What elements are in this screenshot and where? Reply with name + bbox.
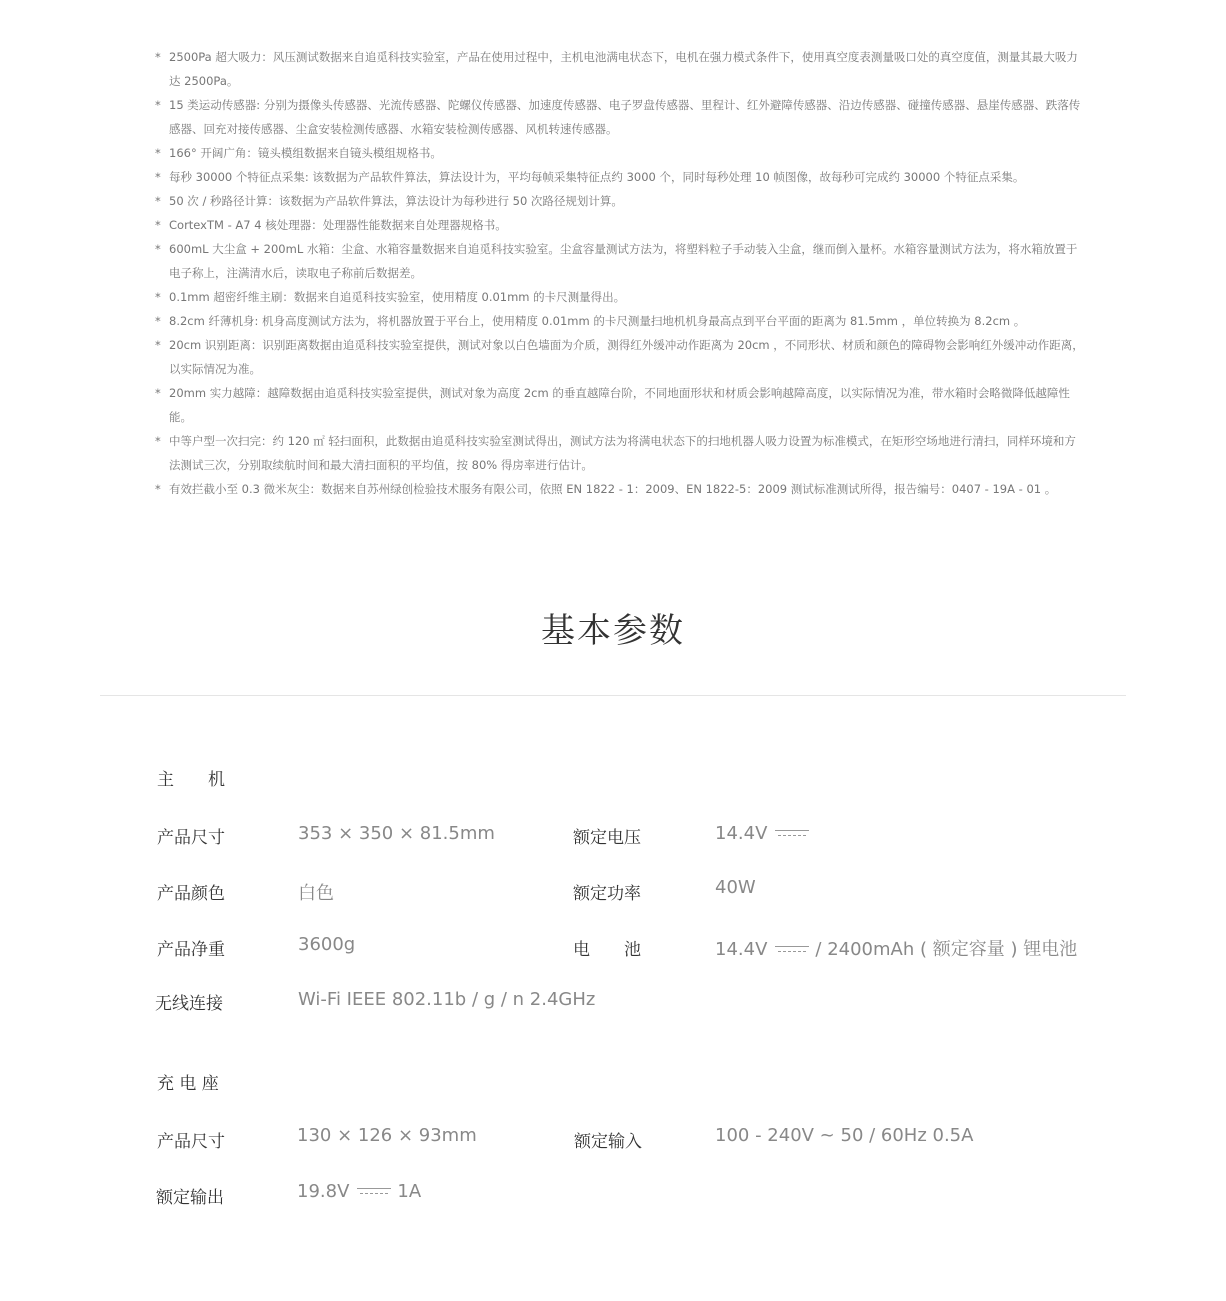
host-color-label: 产品颜色 [157,884,225,904]
footnote-list [155,45,1085,501]
divider [100,695,1126,696]
host-size-label: 产品尺寸 [157,828,225,848]
dc-current-icon [357,1187,391,1197]
footnote-item: * 20mm 实力越障：越障数据由追觅科技实验室提供，测试对象为高度 2cm 的垂直越障台阶，不同地面形状和材质会影响越障高度，以实际情况为准，带水箱时会略微降低越障性能。 [155,386,1070,424]
host-weight-label: 产品净重 [157,940,225,960]
host-voltage-label: 额定电压 [573,828,641,848]
host-battery-label: 电 池 [573,940,641,960]
host-power-value: 40W [715,877,756,898]
footnote-item: * 166° 开阔广角：镜头模组数据来自镜头模组规格书。 [155,146,442,160]
page-title: 基本参数 [541,611,685,651]
host-color-value: 白色 [298,883,334,904]
dc-current-icon [775,945,809,955]
dock-heading: 充 电 座 [157,1074,219,1094]
dock-input-label: 额定输入 [574,1132,642,1152]
dock-size-value: 130 × 126 × 93mm [297,1125,477,1146]
host-power-label: 额定功率 [573,884,641,904]
dock-input-value: 100 - 240V ~ 50 / 60Hz 0.5A [715,1125,974,1146]
dock-output-label: 额定输出 [156,1188,224,1208]
footnote-item: * 2500Pa 超大吸力：风压测试数据来自追觅科技实验室，产品在使用过程中，主机电池满电状态下，电机在强力模式条件下，使用真空度表测量吸口处的真空度值，测量其最大吸力达 2500Pa。 [155,50,1078,88]
host-size-value: 353 × 350 × 81.5mm [298,823,495,844]
footnote-item: * 中等户型一次扫完：约 120 ㎡ 轻扫面积，此数据由追觅科技实验室测试得出，测试方法为将满电状态下的扫地机器人吸力设置为标准模式，在矩形空场地进行清扫，同样环境和方法测试三次，分别取续航时间和最大清扫面积的平均值，按 80% 得房率进行估计。 [155,434,1076,472]
footnote-item: * 每秒 30000 个特征点采集: 该数据为产品软件算法，算法设计为，平均每帧采集特征点约 3000 个，同时每秒处理 10 帧图像，故每秒可完成约 30000 个特征点采集。 [155,170,1025,184]
dc-current-icon [775,829,809,839]
footnote-item: * 15 类运动传感器: 分别为摄像头传感器、光流传感器、陀螺仪传感器、加速度传感器、电子罗盘传感器、里程计、红外避障传感器、沿边传感器、碰撞传感器、悬崖传感器、跌落传感器、回充对接传感器、尘盒安装检测传感器、水箱安装检测传感器、风机转速传感器。 [155,98,1081,136]
footnote-item: * 50 次 / 秒路径计算：该数据为产品软件算法，算法设计为每秒进行 50 次路径规划计算。 [155,194,623,208]
dock-size-label: 产品尺寸 [157,1132,225,1152]
host-battery-value: 14.4V / 2400mAh ( 额定容量 ) 锂电池 [715,939,1078,960]
footnote-item: * CortexTM - A7 4 核处理器：处理器性能数据来自处理器规格书。 [155,218,507,232]
host-voltage-value: 14.4V [715,823,815,844]
host-wireless-label: 无线连接 [155,994,223,1014]
host-heading: 主 机 [157,770,225,790]
footnote-item: * 0.1mm 超密纤维主刷：数据来自追觅科技实验室，使用精度 0.01mm 的卡尺测量得出。 [155,290,626,304]
footnote-item: * 8.2cm 纤薄机身: 机身高度测试方法为，将机器放置于平台上，使用精度 0.01mm 的卡尺测量扫地机机身最高点到平台平面的距离为 81.5mm ，单位转换为 8.2cm 。 [155,314,1026,328]
host-wireless-value: Wi-Fi IEEE 802.11b / g / n 2.4GHz [298,989,596,1010]
footnote-item: * 有效拦截小至 0.3 微米灰尘：数据来自苏州绿创检验技术服务有限公司，依照 EN 1822 - 1：2009、EN 1822-5：2009 测试标准测试所得，报告编号：0407 - 19A - 01 。 [155,482,1057,496]
footnote-item: * 600mL 大尘盒 + 200mL 水箱：尘盒、水箱容量数据来自追觅科技实验室。尘盒容量测试方法为，将塑料粒子手动装入尘盒，继而倒入量杯。水箱容量测试方法为，将水箱放置于电子称上，注满清水后，读取电子称前后数据差。 [155,242,1078,280]
host-weight-value: 3600g [298,934,356,955]
footnote-item: * 20cm 识别距离：识别距离数据由追觅科技实验室提供，测试对象以白色墙面为介质，测得红外缓冲动作距离为 20cm ，不同形状、材质和颜色的障碍物会影响红外缓冲动作距离，以实际情况为准。 [155,338,1084,376]
dock-output-value: 19.8V 1A [297,1181,422,1202]
